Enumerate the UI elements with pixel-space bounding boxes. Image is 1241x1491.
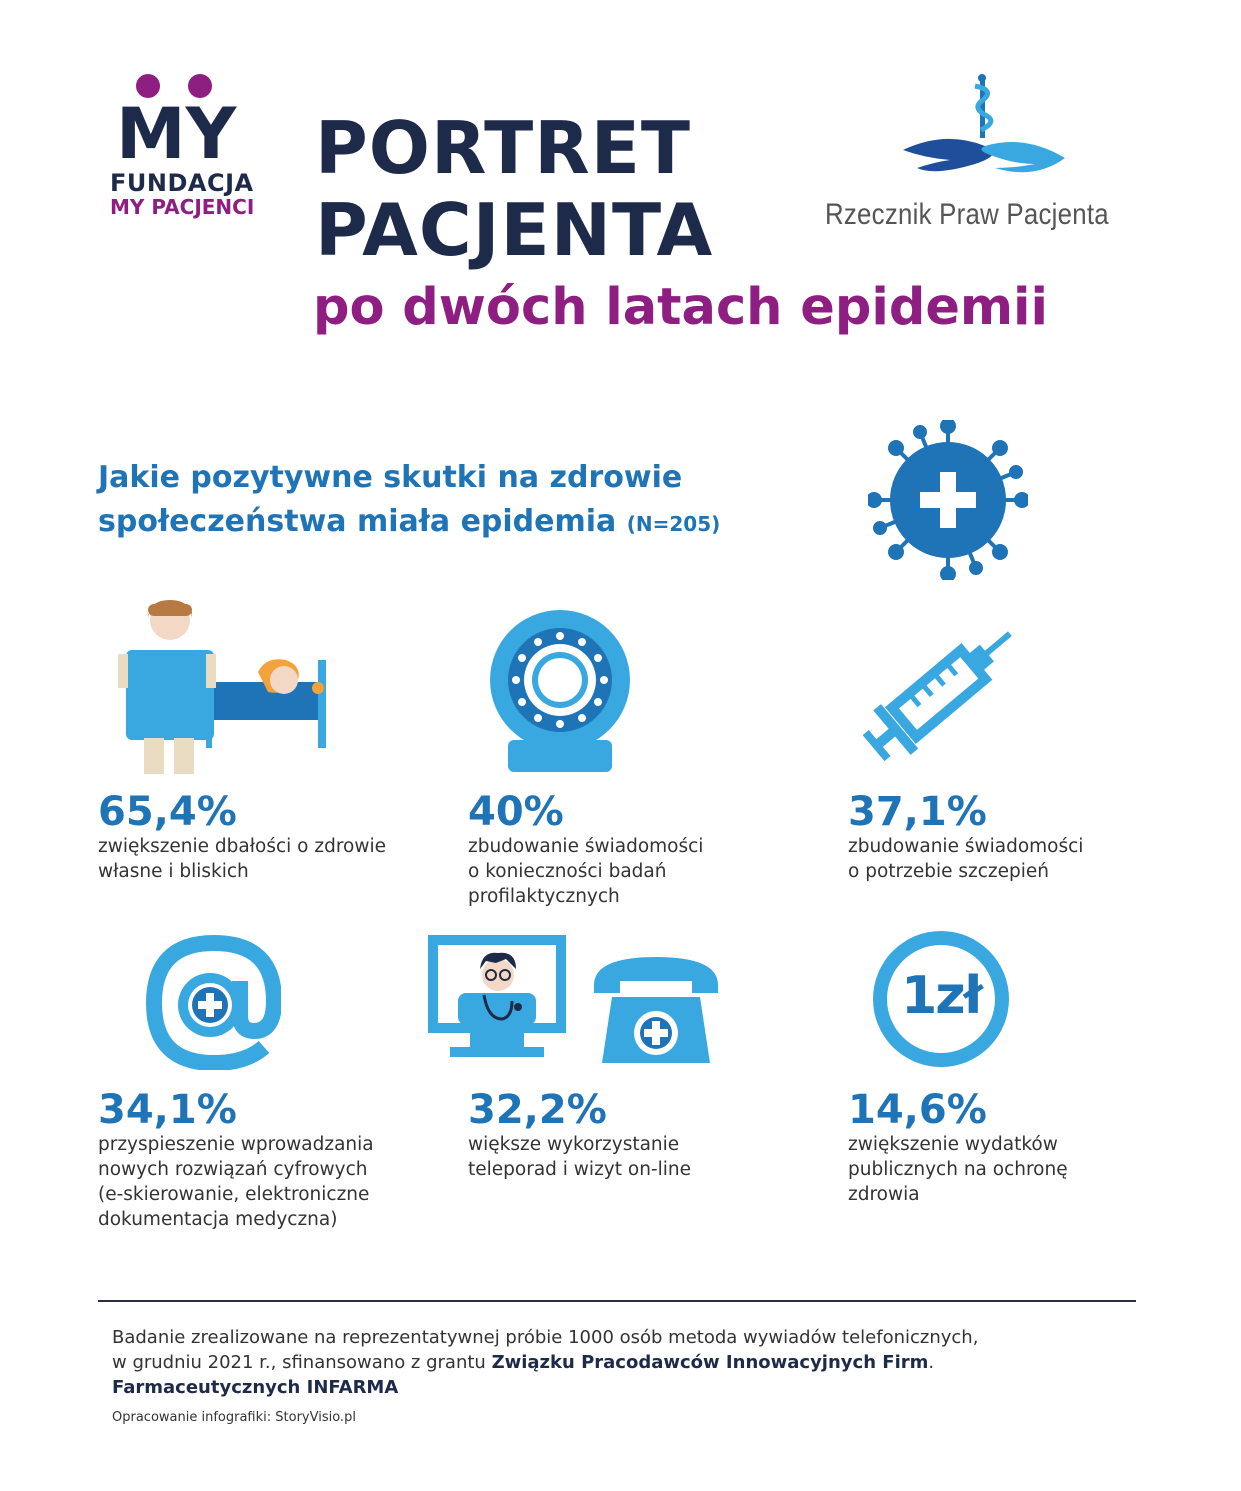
survey-question: [98, 456, 818, 546]
stat-percent: 34,1%: [98, 1087, 237, 1133]
stat-desc-line: własne i bliskich: [98, 861, 249, 882]
question-line1: Jakie pozytywne skutki na zdrowie: [98, 460, 683, 495]
stat-desc-line: teleporad i wizyt on-line: [468, 1159, 691, 1180]
coin-label: 1zł: [901, 966, 981, 1026]
stat-desc-line: zbudowanie świadomości: [468, 836, 704, 857]
syringe-icon: [862, 614, 1027, 764]
stat-desc-line: o potrzebie szczepień: [848, 861, 1049, 882]
ct-scanner-icon: [488, 608, 633, 773]
stat-desc-line: większe wykorzystanie: [468, 1134, 680, 1155]
stat-percent: 32,2%: [468, 1087, 607, 1133]
stat-card: [98, 1088, 374, 1232]
my-logo-icon: [110, 70, 280, 170]
rzecznik-praw-pacjenta-logo: [825, 72, 1155, 242]
fundacja-my-pacjenci-logo: [110, 70, 280, 230]
footer-line2-prefix: w grudniu 2021 r., sfinansowano z grantu: [112, 1352, 492, 1373]
stat-desc-line: profilaktycznych: [468, 886, 620, 907]
parent-child-bed-icon: [118, 600, 333, 775]
stat-desc-line: przyspieszenie wprowadzania: [98, 1134, 374, 1155]
stat-desc-line: zbudowanie świadomości: [848, 836, 1084, 857]
stat-desc-line: nowych rozwiązań cyfrowych: [98, 1159, 368, 1180]
stat-desc-line: zwiększenie wydatków: [848, 1134, 1058, 1155]
stat-percent: 37,1%: [848, 789, 987, 835]
hands-caduceus-icon: [825, 72, 1155, 192]
stat-card: [468, 790, 703, 909]
foundation-name-line1: FUNDACJA: [110, 169, 254, 197]
at-sign-medical-icon: [146, 935, 281, 1070]
stat-card: [848, 1088, 1068, 1207]
sample-size: (N=205): [626, 512, 721, 536]
methodology-note: [112, 1325, 1092, 1400]
stat-desc-line: (e-skierowanie, elektroniczne: [98, 1184, 370, 1205]
stat-desc-line: o konieczności badań: [468, 861, 667, 882]
footer-divider: [98, 1300, 1136, 1302]
stat-card: [848, 790, 1083, 884]
coin-icon: [870, 928, 1012, 1070]
logo-my-text: MY: [116, 93, 237, 170]
stat-desc-line: zwiększenie dbałości o zdrowie: [98, 836, 386, 857]
stat-percent: 14,6%: [848, 1087, 987, 1133]
stat-desc-line: publicznych na ochronę: [848, 1159, 1068, 1180]
footer-line2-suffix: .: [928, 1352, 935, 1373]
stat-percent: 65,4%: [98, 789, 237, 835]
foundation-name-line2: MY PACJENCI: [110, 195, 255, 219]
footer-sponsor: Związku Pracodawców Innowacyjnych Firm: [491, 1352, 929, 1373]
stat-percent: 40%: [468, 789, 564, 835]
partner-name: Rzecznik Praw Pacjenta: [825, 198, 1109, 231]
stat-card: [98, 790, 386, 884]
virus-plus-icon: [868, 420, 1028, 580]
infographic-credit: Opracowanie infografiki: StoryVisio.pl: [112, 1410, 356, 1425]
page-title-line2: PACJENTA: [315, 188, 714, 272]
footer-line1: Badanie zrealizowane na reprezentatywnej próbie 1000 osób metoda wywiadów telefonicznych,: [112, 1327, 979, 1348]
teleconsultation-icon: [428, 935, 728, 1070]
page-subtitle: po dwóch latach epidemii: [313, 278, 1049, 337]
stat-desc-line: zdrowia: [848, 1184, 920, 1205]
footer-sponsor-line2: Farmaceutycznych INFARMA: [112, 1377, 399, 1398]
stat-card: [468, 1088, 691, 1182]
page-title-line1: PORTRET: [315, 106, 692, 190]
stat-desc-line: dokumentacja medyczna): [98, 1209, 338, 1230]
question-line2: społeczeństwa miała epidemia: [98, 504, 617, 539]
